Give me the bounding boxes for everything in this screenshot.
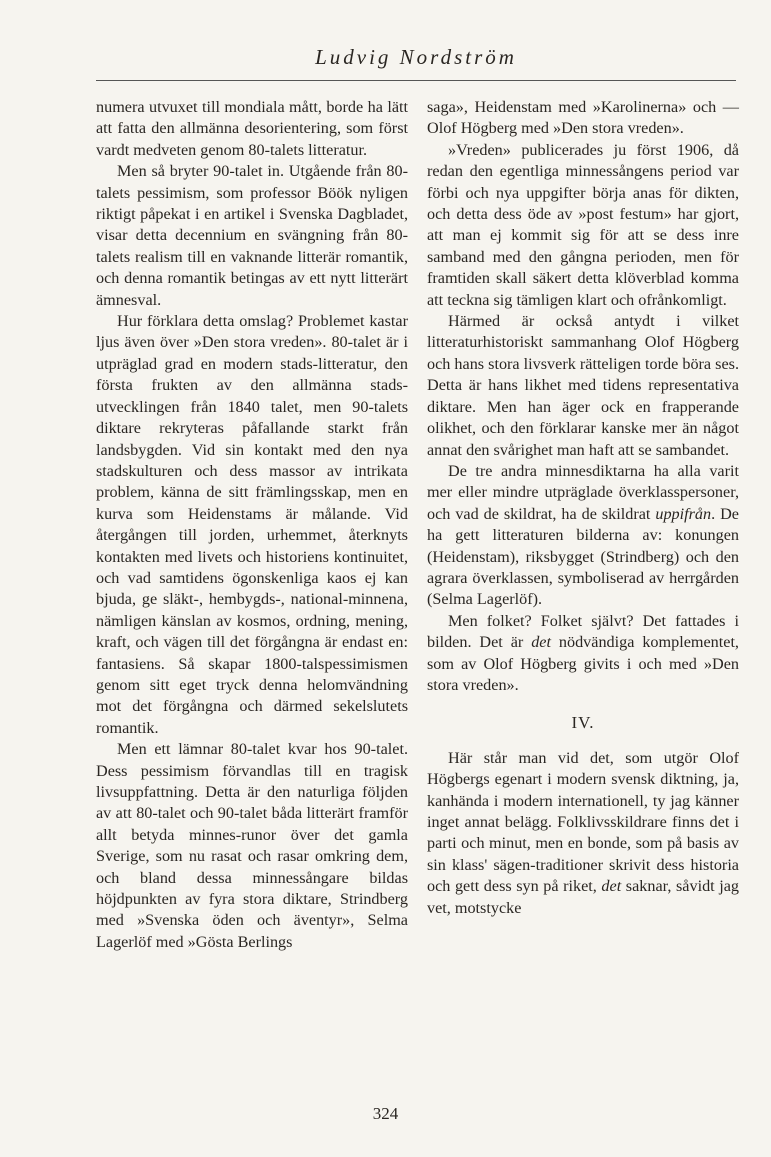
right-paragraph-6	[427, 748, 739, 919]
text-run: nödvändiga komplementet, som av Olof Högberg givits i och med »Den stora vreden».	[427, 633, 739, 694]
left-paragraph-3: Hur förklara detta omslag? Problemet kastar ljus även över »Den stora vreden». 80-talet är i utpräglad grad en modern stads-litteratur, den första frukten av den allmänna stads-utvecklingen från 1840 talet, men 90-talets diktare rekryteras påfallande starkt från landsbygden. Vid sin kontakt med den nya stadskulturen och dess massor av intrikata problem, känna de sitt främlingsskap, men en kurva som Heidenstams är målande. Vid återgången till jorden, urhemmet, återknyts kontakten med livets och historiens kontinuitet, och vad samtidens ögonskenliga kaos ej kan bjuda, ge släkt-, hembygds-, national-minnena, nämligen känslan av kosmos, ordning, mening, kraft, och vägen till det förgångna är endast en: fantasiens. Så skapar 1800-talspessimismen genom sitt eget tryck denna helomvändning mot det förgångna och därmed sekelslutets romantik.	[96, 312, 408, 737]
right-paragraph-4	[427, 461, 739, 611]
left-column	[96, 97, 408, 953]
italic-emphasis: det	[601, 877, 622, 896]
italic-emphasis: det	[531, 633, 551, 652]
right-column	[427, 97, 739, 919]
running-header: Ludvig Nordström	[315, 45, 517, 69]
left-paragraph-2: Men så bryter 90-talet in. Utgående från 80-talets pessimism, som professor Böök nyligen riktigt påpekat i en artikel i Svenska Dagbladet, visar detta decennium en svängning från 80-talets realism till en vaknande litterär romantik, och denna romantik betingas av ett nytt litterärt ämnesval.	[96, 162, 408, 309]
right-paragraph-5	[427, 611, 739, 697]
right-paragraph-3: Härmed är också antydt i vilket litteraturhistoriskt sammanhang Olof Högberg och hans stora livsverk rätteligen torde böra ses. Detta är hans likhet med tidens representativa diktare. Men han äger ock en frapperande olikhet, och den förklarar kanske mer än något annat den svårighet man haft att se sambandet.	[427, 312, 739, 459]
text-run: Här står man vid det, som utgör Olof Högbergs egenart i modern svensk diktning, ja, kanhända i modern internationell, ty jag känner inget annat belägg. Folklivsskildrare finns det i parti och minut, men en bonde, som på basis av sin klass' sägen-traditioner skrivit dess historia och gett dess syn på riket,	[427, 748, 739, 896]
left-paragraph-1: numera utvuxet till mondiala mått, borde ha lätt att fatta den allmänna desorientering, som först vardt medveten genom 80-talets litteratur.	[96, 98, 408, 159]
text-run: Men folket? Folket självt? Det fattades i bilden. Det är	[427, 611, 739, 652]
right-paragraph-2: »Vreden» publicerades ju först 1906, då redan den egentliga minnessångens period var förbi och nya uppgifter börja anas för dikten, och detta dess öde av »post festum» har gjort, att man ej kommit sig för att se dess inre samband med den gångna perioden, men för framtiden skall säkert detta klöverblad komma att teckna sig tämligen klart och ofrånkomligt.	[427, 140, 739, 309]
section-heading: IV.	[571, 713, 595, 733]
italic-emphasis: uppifrån	[655, 504, 712, 523]
right-paragraph-1: saga», Heidenstam med »Karolinerna» och — Olof Högberg med »Den stora vreden».	[427, 98, 739, 138]
page-number: 324	[372, 1104, 399, 1123]
left-paragraph-4: Men ett lämnar 80-talet kvar hos 90-talet. Dess pessimism förvandlas till en tragisk livsuppfattning. Detta är den naturliga följden av att 80-talet och 90-talet båda litterärt framför allt betyda minnes-runor över det gamla Sverige, som nu rasat och rasar omkring dem, och bland dessa minnessångare bildas höjdpunkten av fyra stora diktare, Strindberg med »Svenska öden och äventyr», Selma Lagerlöf med »Gösta Berlings	[96, 740, 408, 951]
header-rule	[96, 80, 736, 81]
text-run: . De ha gett litteraturen bilderna av: konungen (Heidenstam), riksbygget (Strindberg) och den agrara överklassen, symboliserad av herrgården (Selma Lagerlöf).	[427, 504, 739, 609]
text-run: De tre andra minnesdiktarna ha alla varit mer eller mindre utpräglade överklasspersoner, och vad de skildrat, ha de skildrat	[427, 461, 739, 523]
text-run: saknar, såvidt jag vet, motstycke	[427, 877, 739, 917]
